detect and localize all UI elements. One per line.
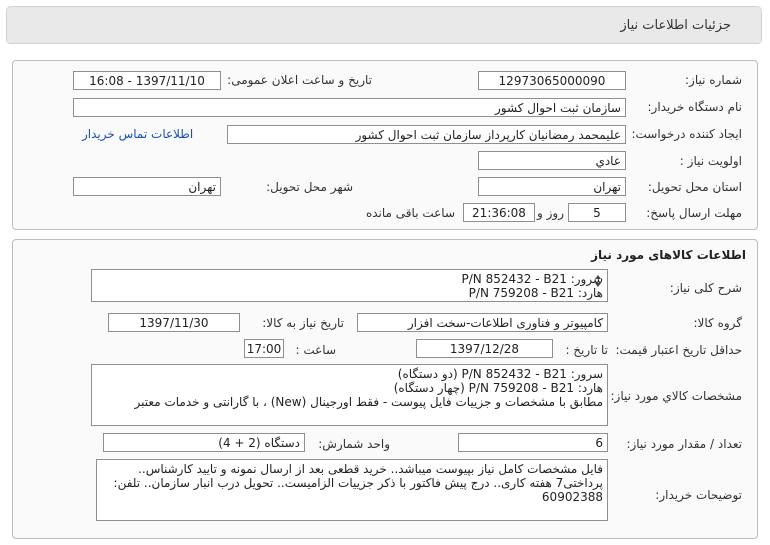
specs-line-1: سرور: P/N 852432 - B21 (دو دستگاه): [397, 367, 603, 381]
qty-label: تعداد / مقدار مورد نیاز:: [626, 437, 742, 451]
time-label: ساعت :: [295, 343, 336, 357]
need-date-field: 1397/11/30: [108, 313, 240, 332]
deadline-days-field: 5: [568, 203, 626, 222]
announce-field: 1397/11/10 - 16:08: [73, 71, 221, 90]
validity-label: حداقل تاریخ اعتبار قیمت:: [615, 343, 742, 357]
buyer-org-field: سازمان ثبت احوال کشور: [73, 98, 626, 117]
specs-field: [91, 364, 608, 426]
province-label: استان محل تحویل:: [647, 180, 742, 194]
until-date-label: تا تاریخ :: [565, 343, 608, 357]
deadline-label: مهلت ارسال پاسخ:: [646, 206, 742, 220]
remaining-label: ساعت باقی مانده: [365, 206, 455, 220]
notes-line-1: فایل مشخصات کامل نیاز بپیوست میباشد.. خرید قطعی بعد از ارسال نمونه و تایید کارشناس..: [138, 462, 603, 476]
need-number-label: شماره نیاز:: [685, 73, 742, 87]
priority-label: اولویت نیاز :: [679, 154, 742, 168]
page-header: [6, 6, 762, 44]
specs-line-2: هارد: P/N 759208 - B21 (چهار دستگاه): [393, 381, 603, 395]
buyer-notes-field: [96, 459, 608, 521]
city-label: شهر محل تحویل:: [266, 180, 353, 194]
summary-scroll-arrows[interactable]: [594, 272, 604, 292]
unit-label: واحد شمارش:: [318, 437, 390, 451]
days-word: روز و: [537, 206, 564, 220]
notes-line-3: 60902388: [541, 490, 603, 504]
summary-field: [91, 269, 608, 302]
group-field: کامپیوتر و فناوری اطلاعات-سخت افزار: [357, 313, 608, 332]
qty-field: 6: [458, 433, 608, 452]
summary-label: شرح کلی نیاز:: [669, 281, 742, 295]
summary-line-1: سرور: P/N 852432 - B21: [461, 272, 603, 286]
page-title: جزئیات اطلاعات نیاز: [620, 18, 731, 33]
unit-field: دستگاه (2 + 4): [103, 433, 305, 452]
requester-field: علیمحمد رمضانیان کارپرداز سازمان ثبت احوال کشور: [227, 125, 626, 144]
priority-field: عادي: [478, 151, 626, 170]
time-field: 17:00: [244, 339, 284, 358]
until-date-field: 1397/12/28: [416, 339, 553, 358]
deadline-time-field: 21:36:08: [463, 203, 535, 222]
specs-label: مشخصات کالاي مورد نیاز:: [610, 389, 742, 403]
specs-line-3: مطابق با مشخصات و جزییات فایل پیوست - فقط اورجینال (New) ، با گارانتی و خدمات معتبر: [134, 395, 603, 409]
requester-label: ایجاد کننده درخواست:: [631, 127, 742, 141]
goods-section-title: اطلاعات کالاهای مورد نیاز: [591, 248, 746, 262]
need-date-label: تاریخ نیاز به کالا:: [262, 316, 344, 330]
need-number-field: 12973065000090: [478, 71, 626, 90]
buyer-notes-label: توضیحات خریدار:: [655, 488, 742, 502]
city-field: تهران: [73, 177, 221, 196]
group-label: گروه کالا:: [693, 316, 742, 330]
buyer-contact-link[interactable]: اطلاعات تماس خریدار: [82, 127, 194, 141]
notes-line-2: پرداختی7 هفته کاری.. درج پیش فاکتور با ذکر جزییات الزامیست.. تحویل درب انبار سازمان.. تلفن:: [113, 476, 603, 490]
buyer-org-label: نام دستگاه خریدار:: [647, 100, 742, 114]
announce-label: تاریخ و ساعت اعلان عمومی:: [227, 73, 372, 87]
province-field: تهران: [478, 177, 626, 196]
summary-line-2: هارد: P/N 759208 - B21: [468, 286, 603, 300]
